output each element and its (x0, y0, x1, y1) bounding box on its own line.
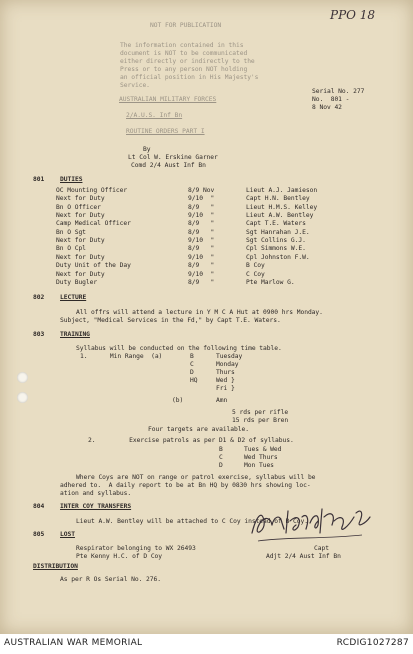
duty-name: B Coy (246, 262, 265, 270)
training-closing: Where Coys are NOT on range or patrol exercise, syllabus will be (76, 474, 316, 481)
training-item-1: 1. Min Range (a) (80, 353, 163, 360)
duty-date: 9/10 " (188, 253, 215, 261)
duty-name: Cpl Simmons W.E. (246, 245, 306, 253)
serial-number: Serial No. 277 (312, 88, 365, 95)
range-day: Thurs (216, 369, 235, 376)
signature-rank: Capt (314, 545, 329, 552)
section-number: 803 (33, 331, 45, 338)
transfer-line: Lieut A.W. Bentley will be attached to C Coy instead of B Coy. (76, 518, 308, 525)
section-number: 802 (33, 294, 45, 301)
sub-item-b: (b) (172, 397, 184, 404)
duty-name: C Coy (246, 270, 265, 278)
notice-line: Service. (120, 82, 150, 89)
by-line: By (143, 146, 151, 153)
duty-role: Bn O Sgt (56, 228, 86, 236)
duty-name: Pte Marlow G. (246, 278, 295, 286)
ammunition-line: 15 rds per Bren (232, 417, 289, 424)
duty-role: Next for Duty (56, 270, 105, 278)
duty-name: Lieut H.M.S. Kelley (246, 203, 318, 211)
duty-date: 8/9 " (188, 278, 215, 286)
punch-hole (17, 372, 28, 383)
duty-role: Bn O Officer (56, 203, 101, 211)
archive-name: AUSTRALIAN WAR MEMORIAL (4, 638, 143, 648)
range-coy: B (190, 353, 194, 360)
notice-line: The information contained in this (120, 42, 244, 49)
duty-name: Sgt Collins G.J. (246, 237, 306, 245)
duty-name: Cpl Johnston F.W. (246, 253, 310, 261)
duty-date: 8/9 " (188, 228, 215, 236)
duty-date: 9/10 " (188, 237, 215, 245)
duty-role: Next for Duty (56, 237, 105, 245)
commander-appointment: Comd 2/4 Aust Inf Bn (131, 162, 206, 169)
duty-date: 9/10 " (188, 270, 215, 278)
duty-name: Lieut A.J. Jamieson (246, 187, 318, 194)
lecture-line: Subject, "Medical Services in the Fd," by Capt T.E. Waters. (60, 317, 281, 324)
duty-date: 8/9 " (188, 203, 215, 211)
section-title: TRAINING (60, 331, 90, 338)
notice-line: an official position in His Majesty's (120, 74, 259, 81)
section-title: LOST (60, 531, 75, 538)
lost-line: Pte Kenny H.C. of D Coy (76, 553, 163, 560)
notice-line: Press or to any person NOT holding (120, 66, 248, 73)
duty-name: Capt T.E. Waters (246, 220, 306, 228)
section-number: 805 (33, 531, 45, 538)
section-number: 801 (33, 176, 45, 183)
signature-image (244, 487, 374, 549)
section-title: INTER COY TRANSFERS (60, 503, 132, 510)
distribution-line: As per R Os Serial No. 276. (60, 576, 162, 583)
exercise-coy: C (219, 454, 223, 461)
range-day: Wed } (216, 377, 235, 384)
duty-date: 8/9 " (188, 220, 215, 228)
ammunition-line: 5 rds per rifle (232, 409, 289, 416)
duty-role: Duty Bugler (56, 278, 98, 286)
range-day: Monday (216, 361, 239, 368)
duty-role: Bn O Cpl (56, 245, 86, 253)
range-coy: D (190, 369, 194, 376)
handwritten-reference: PPO 18 (330, 8, 376, 22)
range-coy: C (190, 361, 194, 368)
training-closing: adhered to. A daily report to be at Bn HQ by 0830 hrs showing loc- (60, 482, 311, 489)
targets-note: Four targets are available. (148, 426, 250, 433)
section-title: LECTURE (60, 294, 87, 301)
duty-date: 9/10 " (188, 212, 215, 220)
training-closing: ation and syllabus. (60, 490, 132, 497)
order-number: No. 801 - (312, 96, 350, 103)
punch-hole (17, 392, 28, 403)
duty-role: OC Mounting Officer (56, 187, 128, 194)
section-number: 804 (33, 503, 45, 510)
distribution-title: DISTRIBUTION (33, 563, 78, 570)
commander-name: Lt Col W. Erskine Garner (128, 154, 218, 161)
duty-name: Lieut A.W. Bentley (246, 212, 314, 220)
duty-name: Sgt Hanrahan J.E. (246, 228, 310, 236)
range-day: Tuesday (216, 353, 243, 360)
duty-role: Camp Medical Officer (56, 220, 131, 228)
notice-line: NOT FOR PUBLICATION (150, 22, 222, 29)
duty-role: Next for Duty (56, 212, 105, 220)
signature-appointment: Adjt 2/4 Aust Inf Bn (266, 553, 341, 560)
duty-date: 8/9 Nov (188, 187, 215, 194)
unit-subtitle: 2/A.U.S. Inf Bn (126, 112, 183, 119)
duty-date: 8/9 " (188, 262, 215, 270)
training-item-2: 2. Exercise patrols as per D1 & D2 of syllabus. (88, 437, 294, 444)
duty-date: 9/10 " (188, 195, 215, 203)
record-id: RCDIG1027287 (336, 638, 409, 648)
exercise-days: Tues & Wed (244, 446, 282, 453)
training-intro: Syllabus will be conducted on the following time table. (76, 345, 282, 352)
exercise-coy: D (219, 462, 223, 469)
section-title: DUTIES (60, 176, 83, 183)
notice-line: document is NOT to be communicated (120, 50, 248, 57)
archive-footer (0, 634, 413, 654)
lecture-line: All offrs will attend a lecture in Y M C A Hut at 0900 hrs Monday. (76, 309, 323, 316)
duty-role: Next for Duty (56, 195, 105, 203)
exercise-coy: B (219, 446, 223, 453)
duty-role: Duty Unit of the Day (56, 262, 131, 270)
orders-title: ROUTINE ORDERS PART I (126, 128, 205, 135)
notice-line: either directly or indirectly to the (120, 58, 255, 65)
exercise-days: Wed Thurs (244, 454, 278, 461)
unit-title: AUSTRALIAN MILITARY FORCES (119, 96, 217, 103)
ammunition-label: Amn (216, 397, 228, 404)
range-day: Fri } (216, 385, 235, 392)
duty-name: Capt H.N. Bentley (246, 195, 310, 203)
lost-line: Respirator belonging to WX 26493 (76, 545, 196, 552)
range-coy: HQ (190, 377, 198, 384)
order-date: 8 Nov 42 (312, 104, 342, 111)
duty-role: Next for Duty (56, 253, 105, 261)
duty-date: 8/9 " (188, 245, 215, 253)
exercise-days: Mon Tues (244, 462, 274, 469)
